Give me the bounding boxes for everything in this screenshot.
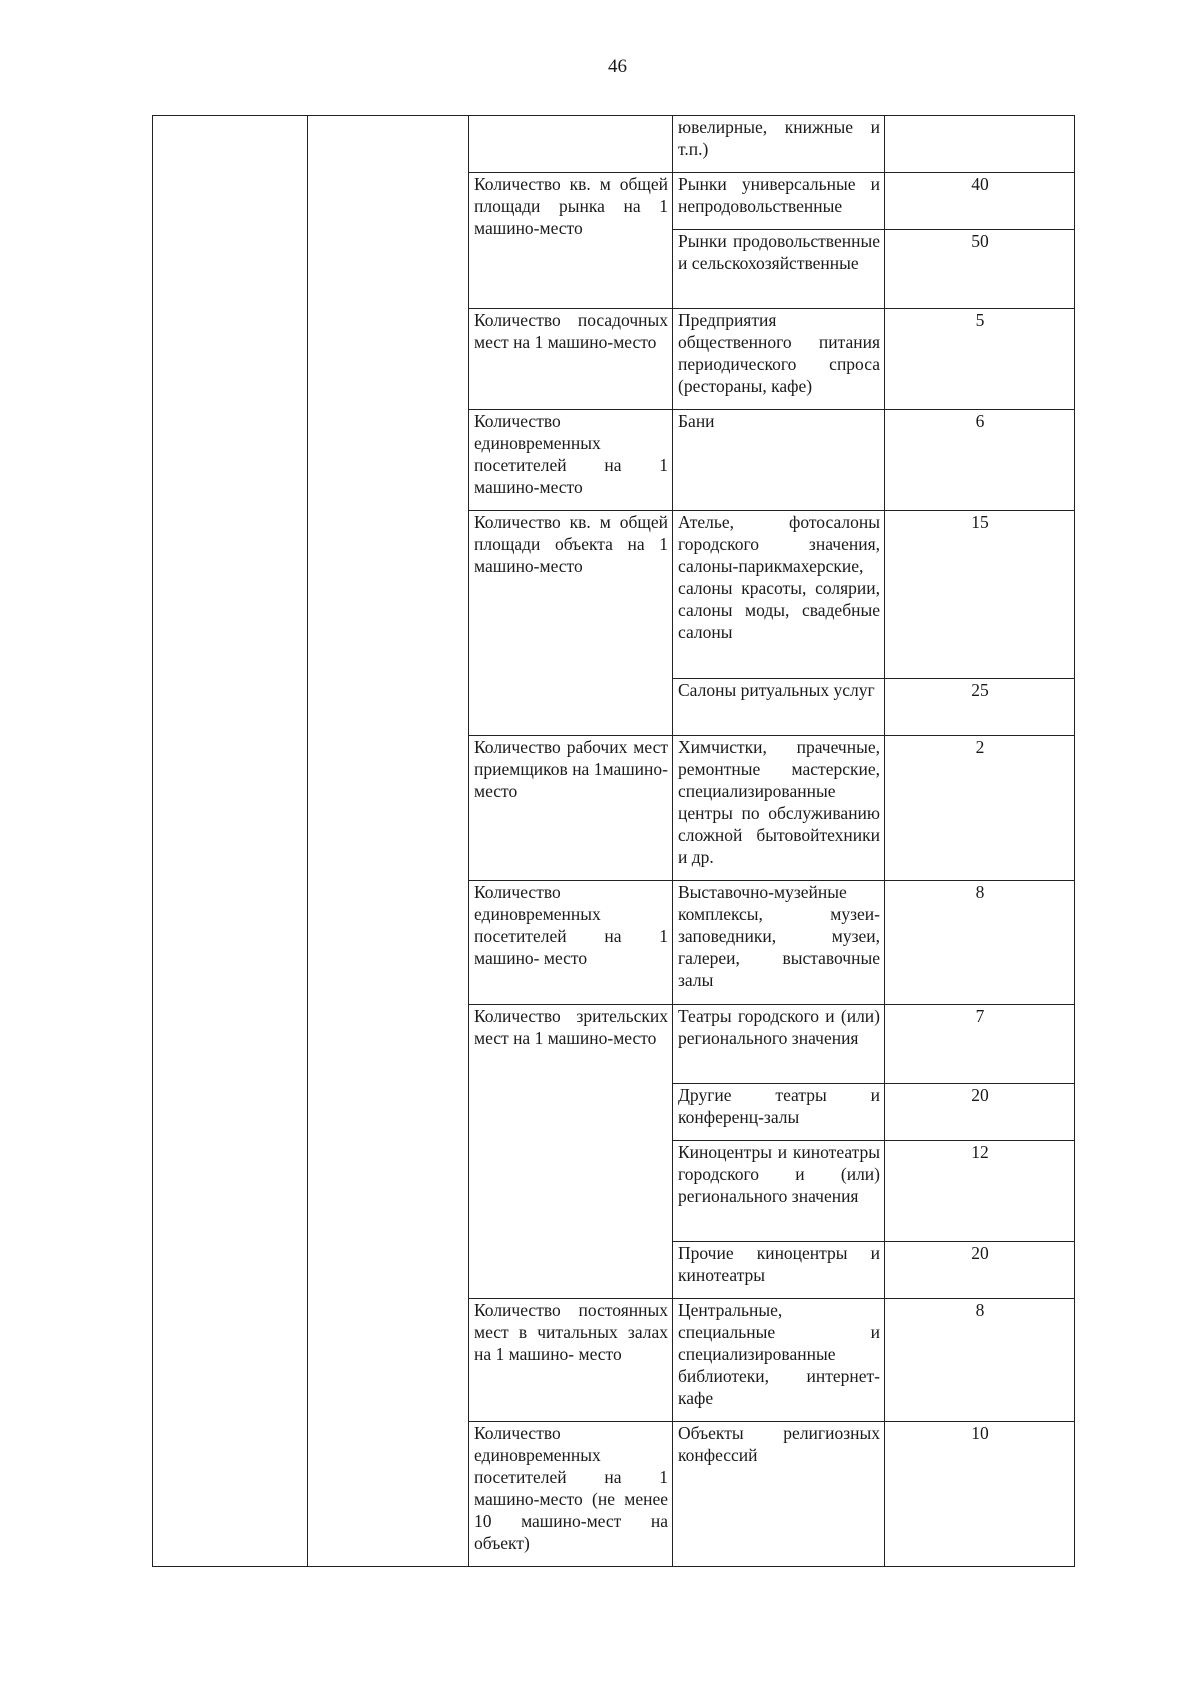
object-cell: Центральные, специальные и специализированные библиотеки, интернет-кафе xyxy=(673,1299,885,1422)
value-cell: 25 xyxy=(885,679,1075,736)
value-cell: 40 xyxy=(885,173,1075,230)
value-cell: 6 xyxy=(885,410,1075,511)
value-cell: 8 xyxy=(885,881,1075,1005)
object-cell: Другие театры и конференц-залы xyxy=(673,1084,885,1141)
value-cell: 2 xyxy=(885,736,1075,881)
object-cell: Химчистки, прачечные, ремонтные мастерские, специализированные центры по обслуживанию сложной бытовойтехники и др. xyxy=(673,736,885,881)
indicator-cell: Количество посадочных мест на 1 машино-место xyxy=(469,309,673,410)
indicator-cell: Количество рабочих мест приемщиков на 1машино-место xyxy=(469,736,673,881)
value-cell xyxy=(885,116,1075,173)
object-cell: ювелирные, книжные и т.п.) xyxy=(673,116,885,173)
value-cell: 5 xyxy=(885,309,1075,410)
value-cell: 15 xyxy=(885,511,1075,679)
value-cell: 20 xyxy=(885,1242,1075,1299)
value-cell: 50 xyxy=(885,230,1075,309)
object-cell: Салоны ритуальных услуг xyxy=(673,679,885,736)
object-cell: Киноцентры и кинотеатры городского и (или) регионального значения xyxy=(673,1141,885,1242)
indicator-cell: Количество кв. м общей площади объекта на 1 машино-место xyxy=(469,511,673,736)
value-cell: 8 xyxy=(885,1299,1075,1422)
object-cell: Выставочно-музейные комплексы, музеи-заповедники, музеи, галереи, выставочные залы xyxy=(673,881,885,1005)
value-cell: 12 xyxy=(885,1141,1075,1242)
indicator-cell: Количество единовременных посетителей на 1 машино-место xyxy=(469,410,673,511)
empty-column-2-cell xyxy=(308,116,469,1567)
value-cell: 10 xyxy=(885,1422,1075,1567)
object-cell: Ателье, фотосалоны городского значения, салоны-парикмахерские, салоны красоты, солярии, салоны моды, свадебные салоны xyxy=(673,511,885,679)
object-cell: Рынки универсальные и непродовольственные xyxy=(673,173,885,230)
object-cell: Бани xyxy=(673,410,885,511)
value-cell: 7 xyxy=(885,1005,1075,1084)
object-cell: Прочие киноцентры и кинотеатры xyxy=(673,1242,885,1299)
table-row xyxy=(153,116,1075,173)
parking-norms-table xyxy=(152,115,1075,1567)
value-cell: 20 xyxy=(885,1084,1075,1141)
object-cell: Рынки продовольственные и сельскохозяйственные xyxy=(673,230,885,309)
object-cell: Театры городского и (или) регионального значения xyxy=(673,1005,885,1084)
indicator-cell xyxy=(469,116,673,173)
indicator-cell: Количество кв. м общей площади рынка на 1 машино-место xyxy=(469,173,673,309)
page-number: 46 xyxy=(608,56,627,77)
indicator-cell: Количество единовременных посетителей на 1 машино-место (не менее 10 машино-мест на объект) xyxy=(469,1422,673,1567)
object-cell: Предприятия общественного питания периодического спроса (рестораны, кафе) xyxy=(673,309,885,410)
object-cell: Объекты религиозных конфессий xyxy=(673,1422,885,1567)
indicator-cell: Количество единовременных посетителей на 1 машино- место xyxy=(469,881,673,1005)
indicator-cell: Количество постоянных мест в читальных залах на 1 машино- место xyxy=(469,1299,673,1422)
indicator-cell: Количество зрительских мест на 1 машино-место xyxy=(469,1005,673,1299)
empty-column-1-cell xyxy=(153,116,308,1567)
